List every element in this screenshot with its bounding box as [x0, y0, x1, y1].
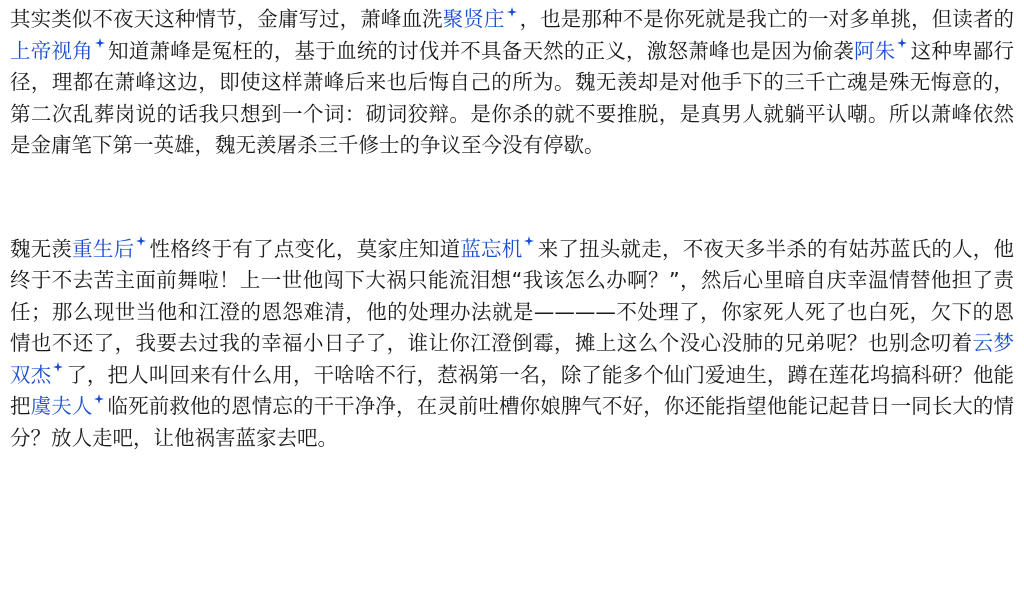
- link-shang-di-shi-jiao[interactable]: 上帝视角: [10, 38, 93, 63]
- link-lan-wang-ji[interactable]: 蓝忘机: [460, 236, 523, 261]
- paragraph-1: [10, 0, 1014, 162]
- link-chong-sheng-hou[interactable]: 重生后: [72, 236, 135, 261]
- paragraph-text: 魏无羡: [10, 236, 73, 261]
- link-a-zhu[interactable]: 阿朱: [853, 38, 896, 63]
- sparkle-icon: [507, 7, 517, 17]
- paragraph-text: 其实类似不夜天这种情节，金庸写过，萧峰血洗: [10, 7, 443, 31]
- link-yu-fu-ren[interactable]: 虞夫人: [30, 394, 93, 418]
- paragraph-spacer: [10, 162, 1014, 230]
- sparkle-icon: [136, 236, 146, 246]
- sparkle-icon: [524, 236, 534, 246]
- paragraph-text: 临死前救他的恩情忘的干干净净，在灵前吐槽你娘脾气不好，你还能指望他能记起昔日一同长大的情分？放人走吧，让他祸害蓝家去吧。: [10, 394, 1015, 450]
- paragraph-text: 知道萧峰是冤枉的，基于血统的讨伐并不具备天然的正义，激怒萧峰也是因为偷袭: [107, 38, 854, 63]
- paragraph-2: [10, 230, 1014, 455]
- link-yun-meng-shuang-jie[interactable]: 云梦双杰: [10, 331, 1015, 387]
- paragraph-text: 了，把人叫回来有什么用，干啥啥不行，惹祸第一名，除了能多个仙门爱迪生，蹲在莲花坞搞科研？他能把: [10, 362, 1015, 418]
- article-body: [10, 0, 1014, 454]
- paragraph-text: ，也是那种不是你死就是我亡的一对多单挑，但读者的: [519, 7, 1014, 31]
- paragraph-text: 性格终于有了点变化，莫家庄知道: [149, 236, 461, 261]
- sparkle-icon: [53, 362, 63, 372]
- paragraph-text: 来了扭头就走，不夜天多半杀的有姑苏蓝氏的人，他终于不去苦主面前舞啦！上一世他闯下大祸只能流泪想“我该怎么办啊？”，然后心里暗自庆幸温情替他担了责任；那么现世当他和江澄的恩怨难清，他的处理办法就是————不处理了，你家死人死了也白死，欠下的恩情也不还了，我要去过我的幸福小日子了，谁让你江澄倒霉，摊上这么个没心没肺的兄弟呢？也别念叨着: [10, 236, 1014, 355]
- sparkle-icon: [94, 394, 104, 404]
- link-ju-xian-zhuang[interactable]: 聚贤庄: [442, 7, 505, 31]
- sparkle-icon: [897, 38, 907, 48]
- paragraph-text: 这种卑鄙行径，理都在萧峰这边，即使这样萧峰后来也后悔自己的所为。魏无羡却是对他手下的三千亡魂是殊无悔意的，第二次乱葬岗说的话我只想到一个词：砌词狡辩。是你杀的就不要推脱，是真男人就躺平认嘲。所以萧峰依然是金庸笔下第一英雄，魏无羡屠杀三千修士的争议至今没有停歇。: [10, 38, 1014, 157]
- sparkle-icon: [95, 38, 105, 48]
